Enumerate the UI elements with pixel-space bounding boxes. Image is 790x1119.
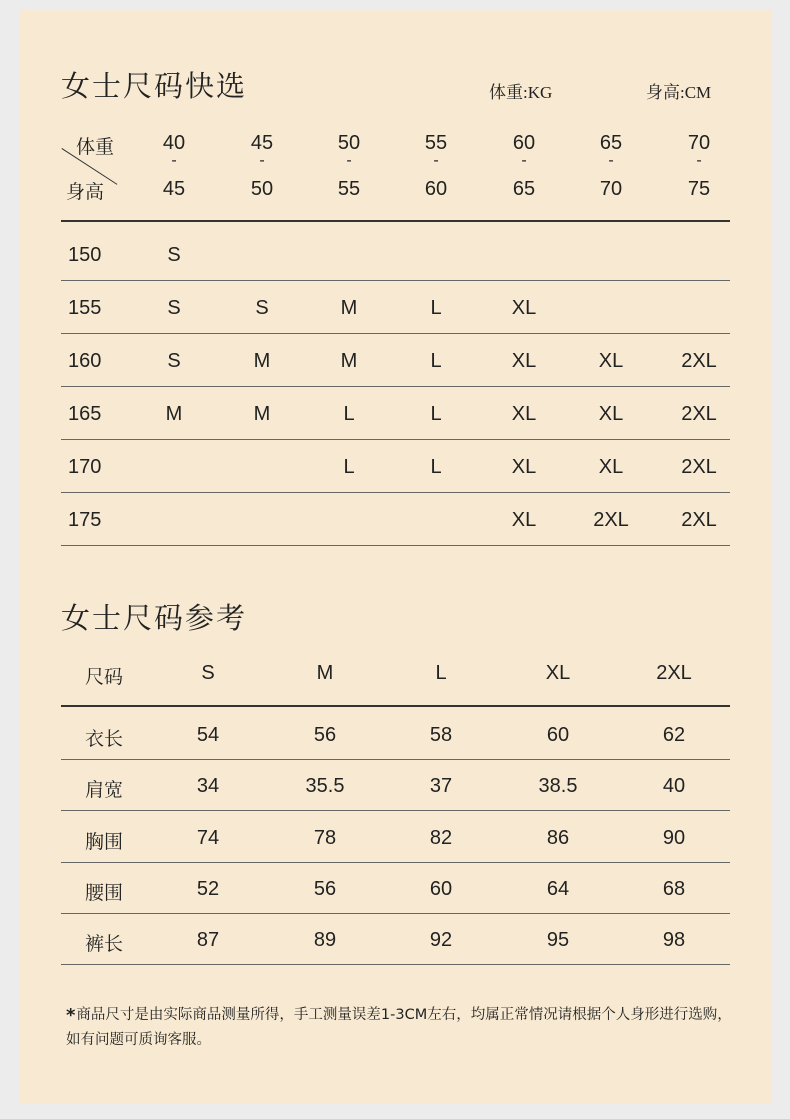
measurement-value: 54: [196, 724, 220, 746]
measurement-value: 60: [429, 878, 453, 900]
size-cell: XL: [598, 456, 624, 478]
weight-range-to: 65: [512, 178, 536, 200]
measurement-value: 38.5: [538, 775, 578, 797]
size-cell: 2XL: [681, 456, 717, 478]
measurement-value: 86: [546, 827, 570, 849]
measurement-value: 40: [662, 775, 686, 797]
row-divider: [61, 386, 730, 387]
size-cell: M: [340, 297, 358, 319]
note-text: 商品尺寸是由实际商品测量所得，手工测量误差1-3CM左右，均属正常情况请根据个人身形进行选购，如有问题可质询客服。: [66, 1007, 732, 1048]
weight-range-from: 50: [337, 132, 361, 154]
measurement-value: 87: [196, 929, 220, 951]
reference-size-header: S: [201, 662, 215, 684]
size-cell: M: [253, 403, 271, 425]
size-cell: 2XL: [681, 403, 717, 425]
reference-row-divider: [61, 964, 730, 965]
measurement-label: 肩宽: [85, 779, 124, 801]
size-cell: 2XL: [681, 509, 717, 531]
measurement-value: 98: [662, 929, 686, 951]
size-cell: L: [430, 456, 442, 478]
row-height-label: 155: [68, 297, 102, 319]
row-height-label: 150: [68, 244, 102, 266]
weight-range-to: 55: [337, 178, 361, 200]
weight-range-separator: -: [259, 152, 265, 169]
row-height-label: 170: [68, 456, 102, 478]
reference-header-label: 尺码: [85, 666, 124, 688]
weight-range-to: 50: [250, 178, 274, 200]
size-cell: XL: [511, 456, 537, 478]
measurement-value: 82: [429, 827, 453, 849]
measurement-value: 74: [196, 827, 220, 849]
measurement-label: 腰围: [85, 882, 124, 904]
measurement-value: 35.5: [305, 775, 345, 797]
measurement-value: 92: [429, 929, 453, 951]
measurement-value: 90: [662, 827, 686, 849]
size-cell: 2XL: [593, 509, 629, 531]
size-cell: S: [167, 297, 181, 319]
measurement-value: 62: [662, 724, 686, 746]
weight-range-separator: -: [696, 152, 702, 169]
weight-range-from: 65: [599, 132, 623, 154]
weight-range-separator: -: [433, 152, 439, 169]
size-cell: XL: [511, 509, 537, 531]
weight-range-from: 70: [687, 132, 711, 154]
weight-range-separator: -: [171, 152, 177, 169]
size-cell: L: [430, 403, 442, 425]
size-cell: M: [253, 350, 271, 372]
corner-weight-label: 体重: [76, 136, 115, 158]
size-cell: 2XL: [681, 350, 717, 372]
row-divider: [61, 545, 730, 546]
reference-size-header: XL: [545, 662, 571, 684]
size-cell: M: [165, 403, 183, 425]
row-divider: [61, 333, 730, 334]
size-cell: L: [430, 297, 442, 319]
size-cell: S: [255, 297, 269, 319]
row-divider: [61, 492, 730, 493]
weight-range-from: 40: [162, 132, 186, 154]
measurement-label: 裤长: [85, 933, 124, 955]
row-divider: [61, 280, 730, 281]
weight-range-separator: -: [346, 152, 352, 169]
measurement-value: 34: [196, 775, 220, 797]
size-cell: L: [430, 350, 442, 372]
weight-range-to: 75: [687, 178, 711, 200]
size-cell: L: [343, 403, 355, 425]
reference-size-header: M: [316, 662, 334, 684]
reference-title: 女士尺码参考: [61, 601, 248, 635]
reference-row-divider: [61, 862, 730, 863]
measurement-value: 52: [196, 878, 220, 900]
measurement-label: 胸围: [85, 831, 124, 853]
size-cell: XL: [511, 403, 537, 425]
weight-range-to: 60: [424, 178, 448, 200]
measurement-value: 95: [546, 929, 570, 951]
size-cell: S: [167, 244, 181, 266]
reference-size-header: L: [435, 662, 447, 684]
weight-unit-label: 体重:KG: [489, 83, 553, 102]
reference-row-divider: [61, 810, 730, 811]
reference-size-header: 2XL: [656, 662, 692, 684]
size-chart-card: [19, 10, 772, 1103]
measurement-label: 衣长: [85, 728, 124, 750]
weight-range-from: 55: [424, 132, 448, 154]
weight-range-separator: -: [608, 152, 614, 169]
size-cell: S: [167, 350, 181, 372]
measurement-note: [66, 1003, 736, 1052]
row-divider: [61, 439, 730, 440]
weight-range-to: 70: [599, 178, 623, 200]
measurement-value: 56: [313, 878, 337, 900]
reference-header-divider: [61, 705, 730, 707]
size-cell: M: [340, 350, 358, 372]
weight-range-separator: -: [521, 152, 527, 169]
measurement-value: 68: [662, 878, 686, 900]
weight-range-from: 60: [512, 132, 536, 154]
measurement-value: 89: [313, 929, 337, 951]
weight-range-from: 45: [250, 132, 274, 154]
quick-select-title: 女士尺码快选: [61, 69, 248, 103]
row-height-label: 165: [68, 403, 102, 425]
measurement-value: 64: [546, 878, 570, 900]
header-divider: [61, 220, 730, 222]
size-cell: XL: [598, 403, 624, 425]
reference-row-divider: [61, 759, 730, 760]
measurement-value: 60: [546, 724, 570, 746]
reference-row-divider: [61, 913, 730, 914]
measurement-value: 56: [313, 724, 337, 746]
size-cell: XL: [598, 350, 624, 372]
measurement-value: 58: [429, 724, 453, 746]
size-cell: L: [343, 456, 355, 478]
row-height-label: 160: [68, 350, 102, 372]
measurement-value: 78: [313, 827, 337, 849]
size-cell: XL: [511, 350, 537, 372]
height-unit-label: 身高:CM: [646, 83, 712, 102]
measurement-value: 37: [429, 775, 453, 797]
row-height-label: 175: [68, 509, 102, 531]
note-marker: *: [66, 1005, 76, 1026]
corner-height-label: 身高: [66, 181, 105, 203]
weight-range-to: 45: [162, 178, 186, 200]
size-cell: XL: [511, 297, 537, 319]
